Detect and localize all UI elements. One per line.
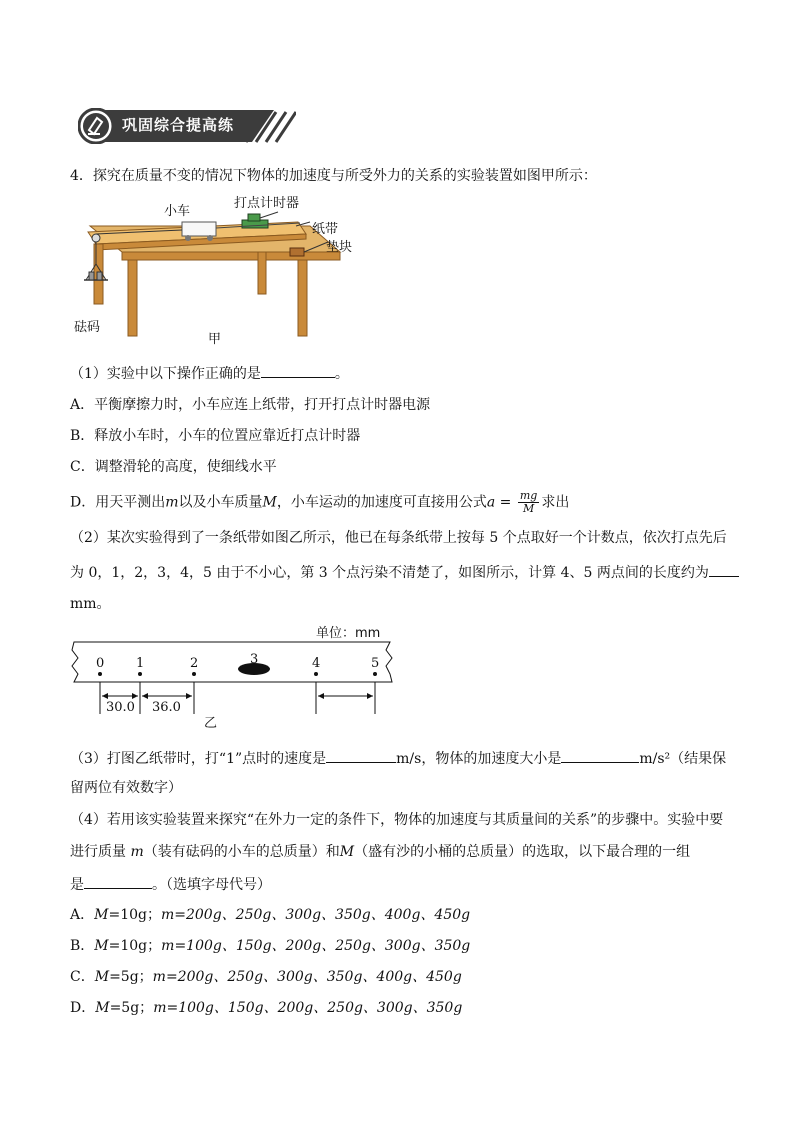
part3-line1 [70, 748, 726, 769]
part2-line2 [70, 562, 739, 583]
part4-line2 [70, 842, 690, 862]
option-mval: =100g、150g、200g、250g、300g、350g [166, 1000, 463, 1016]
point-label-3: 3 [250, 652, 259, 667]
part1-prompt-text: （1）实验中以下操作正确的是 [70, 366, 261, 382]
label-tape: 纸带 [312, 222, 339, 237]
option-Mval: =10g； [108, 907, 161, 923]
option-m: m [152, 969, 166, 985]
part4-option-b [70, 936, 470, 956]
option-d-m: m [165, 494, 179, 511]
answer-blank-4[interactable] [561, 748, 639, 763]
option-d-mid: 以及小车质量 [178, 494, 263, 511]
label-weights: 砝码 [74, 320, 101, 335]
option-m: m [160, 907, 175, 923]
part2-line2-text: 为 0，1，2，3，4，5 由于不小心，第 3 个点污染不清楚了，如图所示，计算 4、5 两点间的长度约为 [70, 565, 709, 581]
answer-blank-1[interactable] [261, 363, 335, 378]
option-M: M [94, 938, 109, 954]
part4-M: M [339, 844, 355, 860]
part1-end: 。 [334, 366, 349, 382]
option-d-M: M [262, 494, 277, 511]
part4-line2-pre: 进行质量 [70, 844, 131, 860]
part4-option-d [70, 998, 462, 1018]
fraction-denominator: M [522, 502, 535, 515]
apparatus-diagram [60, 192, 353, 352]
part4-option-a [70, 905, 470, 925]
option-Mval: =10g； [108, 938, 162, 954]
option-Mval: =5g； [109, 1000, 154, 1016]
figure-jia [60, 192, 353, 352]
part3-unit2: m/s²（结果保 [639, 751, 727, 767]
point-label-4: 4 [312, 656, 321, 671]
part1-option-b: B．释放小车时，小车的位置应靠近打点计时器 [70, 428, 361, 444]
part1-option-a: A．平衡摩擦力时，小车应连上纸带，打开打点计时器电源 [70, 397, 431, 413]
section-banner [78, 108, 296, 144]
part3-line2: 留两位有效数字） [70, 780, 182, 796]
part1-option-c: C．调整滑轮的高度，使细线水平 [70, 459, 277, 475]
option-d-mid2: ，小车运动的加速度可直接用公式 [276, 494, 487, 511]
option-M: M [94, 907, 109, 923]
figure-caption-jia: 甲 [208, 332, 222, 347]
option-letter: A． [70, 907, 95, 923]
tape-unit: 单位：mm [316, 626, 381, 641]
label-block: 垫块 [326, 240, 353, 255]
option-d-a: a [486, 494, 496, 511]
label-timer: 打点计时器 [234, 196, 300, 211]
label-cart: 小车 [164, 204, 191, 219]
option-mval: =200g、250g、300g、350g、400g、450g [165, 969, 462, 985]
segment-label-12: 36.0 [152, 700, 181, 715]
part2-line1: （2）某次实验得到了一条纸带如图乙所示，他已在每条纸带上按每 5 个点取好一个计数点，依次打点先后 [70, 530, 727, 546]
option-Mval: =5g； [109, 969, 153, 985]
option-M: M [94, 969, 110, 985]
option-d-eq: = [495, 494, 516, 511]
answer-blank-5[interactable] [84, 874, 152, 889]
option-d-post: 求出 [541, 494, 570, 511]
option-d-pre: D．用天平测出 [70, 494, 166, 511]
part4-m: m [130, 844, 144, 860]
option-m: m [161, 938, 175, 954]
part4-line2-mid: （装有砝码的小车的总质量）和 [143, 844, 340, 860]
part4-line2-post: （盛有沙的小桶的总质量）的选取，以下最合理的一组 [354, 844, 691, 860]
point-label-0: 0 [96, 656, 105, 671]
part4-line3-post: 。（选填字母代号） [152, 877, 271, 893]
option-letter: B． [70, 938, 95, 954]
part4-line3 [70, 874, 271, 895]
option-letter: C． [70, 969, 95, 985]
part4-option-c [70, 967, 462, 987]
fraction-numerator: mg [519, 489, 538, 502]
figure-caption-yi: 乙 [204, 716, 218, 731]
option-letter: D． [70, 1000, 96, 1016]
part1-option-d [70, 490, 569, 515]
formula-fraction [518, 490, 539, 515]
option-mval: =200g、250g、300g、350g、400g、450g [174, 907, 471, 923]
option-M: M [95, 1000, 110, 1016]
segment-label-01: 30.0 [106, 700, 135, 715]
option-mval: =100g、150g、200g、250g、300g、350g [174, 938, 471, 954]
dimension-lines [100, 682, 375, 714]
option-m: m [153, 1000, 167, 1016]
part3-unit1: m/s，物体的加速度大小是 [396, 751, 562, 767]
point-label-1: 1 [136, 656, 145, 671]
part1-prompt [70, 363, 349, 384]
part4-line3-pre: 是 [70, 877, 84, 893]
part4-line1: （4）若用该实验装置来探究“在外力一定的条件下，物体的加速度与其质量间的关系”的步骤中。实验中要 [70, 812, 724, 828]
point-label-5: 5 [371, 656, 380, 671]
answer-blank-2[interactable] [709, 562, 739, 577]
question-stem: 4．探究在质量不变的情况下物体的加速度与所受外力的关系的实验装置如图甲所示： [70, 168, 597, 184]
banner-title: 巩固综合提高练 [122, 116, 235, 134]
answer-blank-3[interactable] [326, 748, 396, 763]
part3-pre: （3）打图乙纸带时，打“1”点时的速度是 [70, 751, 327, 767]
figure-yi [70, 624, 400, 736]
point-label-2: 2 [190, 656, 199, 671]
part2-line3: mm。 [70, 596, 111, 612]
